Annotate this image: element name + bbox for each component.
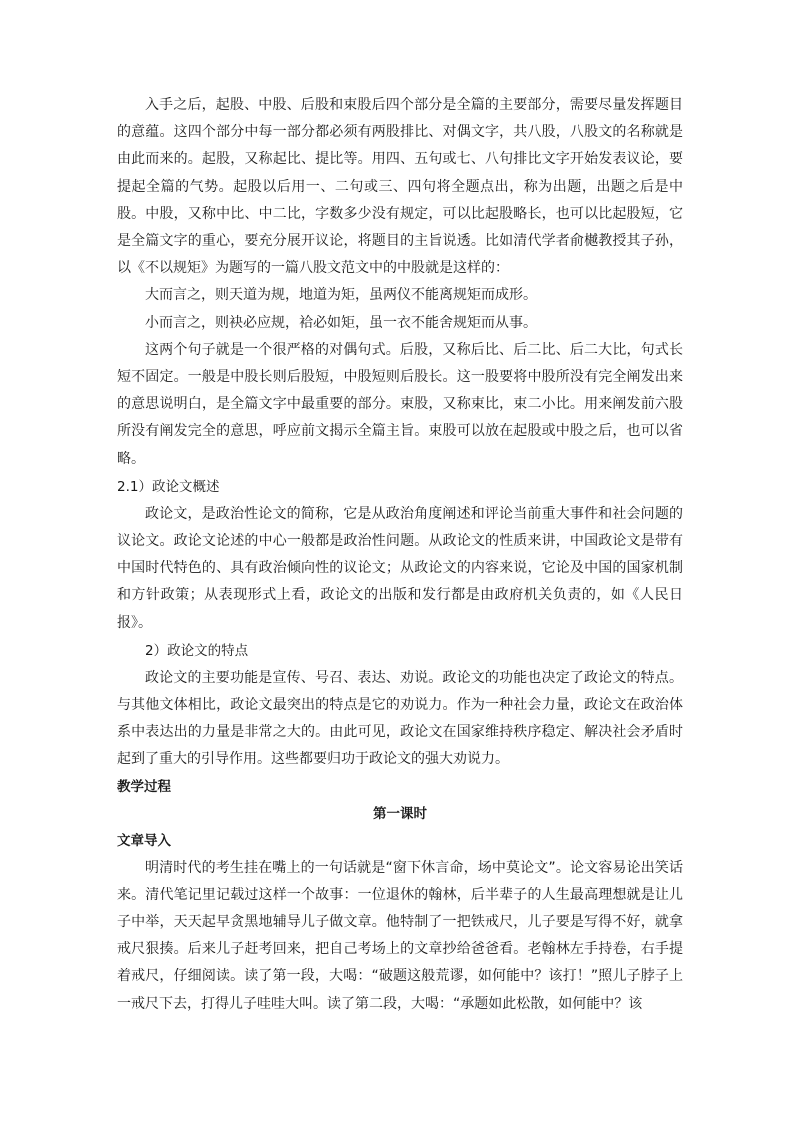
section-heading-2-2: 2）政论文的特点 bbox=[145, 642, 249, 659]
paragraph-political-essay-overview: 政论文，是政治性论文的简称，它是从政治角度阐述和评论当前重大事件和社会问题的议论文。政论文论述的中心一般都是政治性问题。从政论文的性质来讲，中国政论文是带有中国时代特色的、具有政治倾向性的议论文；从政论文的内容来说，它论及中国的国家机制和方针政策；从表现形式上看，政论文的出版和发行都是由政府机关负责的，如《人民日报》。 bbox=[117, 505, 683, 631]
heading-teaching-process: 教学过程 bbox=[117, 778, 171, 795]
paragraph-story: 明清时代的考生挂在嘴上的一句话就是“窗下休言命，场中莫论文”。论文容易论出笑话来。清代笔记里记载过这样一个故事：一位退休的翰林，后半辈子的人生最高理想就是让儿子中举，天天起早贪黑地辅导儿子做文章。他特制了一把铁戒尺，儿子要是写得不好，就拿戒尺狠揍。后来儿子赶考回来，把自己考场上的文章抄给爸爸看。老翰林左手持卷，右手提着戒尺，仔细阅读。读了第一段，大喝：“破题这般荒谬，如何能中？该打！”照儿子脖子上一戒尺下去，打得儿子哇哇大叫。读了第二段，大喝：“承题如此松散，如何能中？该 bbox=[117, 859, 683, 1012]
heading-first-lesson: 第一课时 bbox=[373, 805, 427, 822]
heading-introduction: 文章导入 bbox=[117, 832, 171, 849]
quote-line-1: 大而言之，则天道为规，地道为矩，虽两仪不能离规矩而成形。 bbox=[145, 287, 537, 304]
paragraph-eight-legged-structure: 入手之后，起股、中股、后股和束股后四个部分是全篇的主要部分，需要尽量发挥题目的意蕴。这四个部分中每一部分都必须有两股排比、对偶文字，共八股，八股文的名称就是由此而来的。起股，又称起比、提比等。用四、五句或七、八句排比文字开始发表议论，要提起全篇的气势。起股以后用一、二句或三、四句将全题点出，称为出题，出题之后是中股。中股，又称中比、中二比，字数多少没有规定，可以比起股略长，也可以比起股短，它是全篇文字的重心，要充分展开议论，将题目的主旨说透。比如清代学者俞樾教授其子孙，以《不以规矩》为题写的一篇八股文范文中的中股就是这样的： bbox=[117, 97, 683, 277]
document-body bbox=[117, 92, 683, 1018]
section-heading-2-1: 2.1）政论文概述 bbox=[117, 478, 220, 495]
paragraph-political-essay-features: 政论文的主要功能是宣传、号召、表达、劝说。政论文的功能也决定了政论文的特点。与其他文体相比，政论文最突出的特点是它的劝说力。作为一种社会力量，政论文在政治体系中表达出的力量是非常之大的。由此可见，政论文在国家维持秩序稳定、解决社会矛盾时起到了重大的引导作用。这些都要归功于政论文的强大劝说力。 bbox=[117, 669, 683, 768]
quote-line-2: 小而言之，则袂必应规，袷必如矩，虽一衣不能舍规矩而从事。 bbox=[145, 314, 537, 331]
paragraph-later-shares: 这两个句子就是一个很严格的对偶句式。后股，又称后比、后二比、后二大比，句式长短不固定。一般是中股长则后股短，中股短则后股长。这一股要将中股所没有完全阐发出来的意思说明白，是全篇文字中最重要的部分。束股，又称束比，束二小比。用来阐发前六股所没有阐发完全的意思，呼应前文揭示全篇主旨。束股可以放在起股或中股之后，也可以省略。 bbox=[117, 341, 683, 467]
